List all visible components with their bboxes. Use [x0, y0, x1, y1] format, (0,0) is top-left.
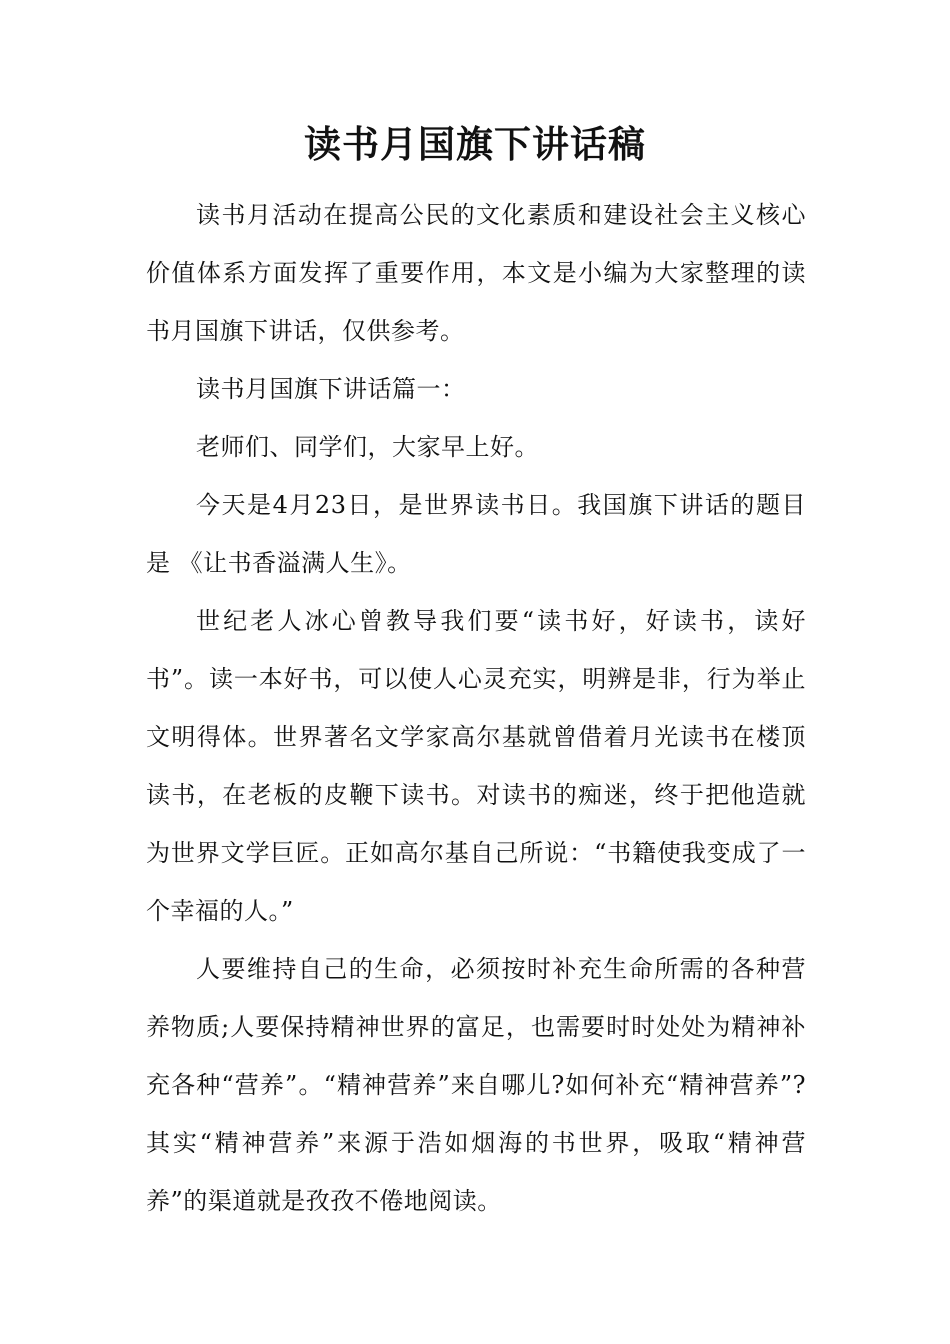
paragraph-intro: 读书月活动在提高公民的文化素质和建设社会主义核心价值体系方面发挥了重要作用，本文是小编为大家整理的读书月国旗下讲话，仅供参考。 — [146, 201, 806, 345]
paragraph-bingxin-gorky: 世纪老人冰心曾教导我们要“读书好，好读书，读好书”。读一本好书，可以使人心灵充实，明辨是非，行为举止文明得体。世界著名文学家高尔基就曾借着月光读书在楼顶读书，在老板的皮鞭下读书。对读书的痴迷，终于把他造就为世界文学巨匠。正如高尔基自己所说：“书籍使我变成了一个幸福的人。” — [146, 607, 806, 925]
document-title: 读书月国旗下讲话稿 — [304, 122, 646, 166]
paragraph-topic: 今天是4月23日，是世界读书日。我国旗下讲话的题目是 《让书香溢满人生》。 — [146, 491, 806, 577]
paragraph-speech-heading: 读书月国旗下讲话篇一： — [196, 375, 466, 403]
document-body — [146, 186, 806, 1230]
paragraph-spiritual-nutrition: 人要维持自己的生命，必须按时补充生命所需的各种营养物质;人要保持精神世界的富足，也需要时时处处为精神补充各种“营养”。“精神营养”来自哪儿?如何补充“精神营养”?其实“精神营养”来源于浩如烟海的书世界，吸取“精神营养”的渠道就是孜孜不倦地阅读。 — [146, 955, 806, 1215]
paragraph-greeting: 老师们、同学们，大家早上好。 — [196, 433, 539, 461]
